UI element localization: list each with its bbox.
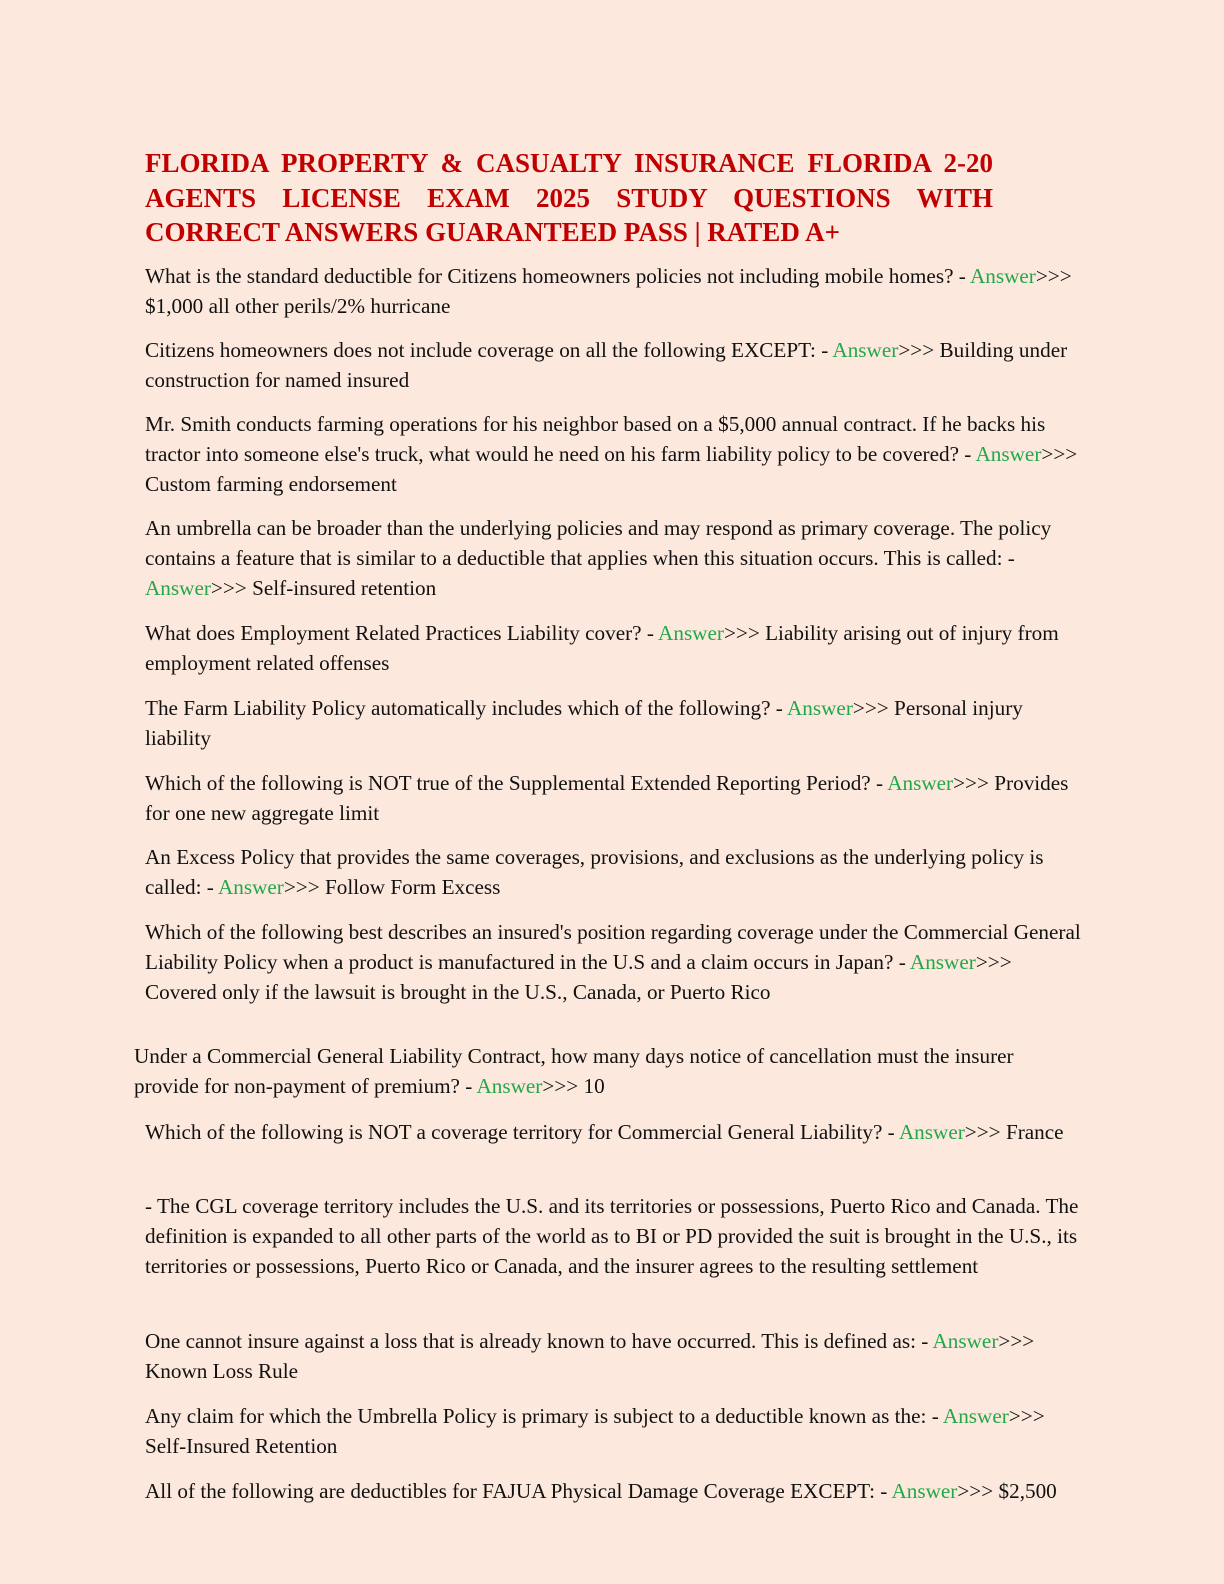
explanation-note xyxy=(145,1192,1081,1281)
qa-item-1 xyxy=(145,262,1081,322)
question-text: Which of the following best describes an insured's position regarding coverage under the Commercial General Liability Policy when a product is manufactured in the U.S and a claim occurs in Japan? - xyxy=(145,920,1081,974)
qa-item-7 xyxy=(145,769,1081,829)
note-text: - The CGL coverage territory includes the U.S. and its territories or possessions, Puerto Rico and Canada. The definition is expanded to all other parts of the world as to BI or PD provided the suit is brought in the U.S., its territories or possessions, Puerto Rico or Canada, and the insurer agrees to the resulting settlement xyxy=(145,1194,1079,1278)
answer-label: Answer xyxy=(217,874,284,899)
qa-item-3 xyxy=(145,410,1081,499)
qa-item-11 xyxy=(145,1118,1081,1148)
qa-item-2 xyxy=(145,336,1081,396)
answer-text: Self-insured retention xyxy=(246,575,437,600)
question-text: Which of the following is NOT a coverage territory for Commercial General Liability? - xyxy=(145,1120,899,1144)
answer-label: Answer xyxy=(898,1120,965,1144)
answer-marker: >>> xyxy=(964,1120,1001,1144)
answer-text: France xyxy=(1000,1120,1064,1144)
answer-marker: >>> xyxy=(1041,441,1078,466)
answer-text: 10 xyxy=(578,1073,605,1098)
question-text: An umbrella can be broader than the underlying policies and may respond as primary coverage. The policy contains a feature that is similar to a deductible that applies when this situation occurs. This is called: - xyxy=(145,516,1052,570)
answer-label: Answer xyxy=(909,949,976,974)
question-text: One cannot insure against a loss that is already known to have occurred. This is defined as: - xyxy=(145,1329,933,1353)
answer-text: $2,500 xyxy=(993,1479,1057,1503)
question-text: Under a Commercial General Liability Contract, how many days notice of cancellation must the insurer provide for non-payment of premium? - xyxy=(134,1044,1014,1098)
answer-marker: >>> xyxy=(542,1073,579,1098)
question-text: What is the standard deductible for Citizens homeowners policies not including mobile homes? - xyxy=(145,264,970,288)
answer-label: Answer xyxy=(145,575,211,600)
question-text: An Excess Policy that provides the same coverages, provisions, and exclusions as the underlying policy is called: - xyxy=(145,845,1044,899)
qa-item-8 xyxy=(145,843,1081,903)
answer-marker: >>> xyxy=(283,874,320,899)
question-text: The Farm Liability Policy automatically includes which of the following? - xyxy=(145,696,787,720)
answer-text: Personal injury liability xyxy=(145,696,1023,750)
answer-text: Custom farming endorsement xyxy=(145,471,397,496)
answer-text: Known Loss Rule xyxy=(145,1358,299,1383)
document-title: FLORIDA PROPERTY & CASUALTY INSURANCE FLORIDA 2-20 AGENTS LICENSE EXAM 2025 STUDY QUESTIONS WITH CORRECT ANSWERS GUARANTEED PASS | RATED A+ xyxy=(145,148,993,247)
question-text: Citizens homeowners does not include coverage on all the following EXCEPT: - xyxy=(145,338,833,362)
answer-marker: >>> xyxy=(210,575,247,600)
answer-marker: >>> xyxy=(1008,1404,1045,1428)
answer-label: Answer xyxy=(969,264,1036,288)
answer-label: Answer xyxy=(975,441,1042,466)
qa-item-4 xyxy=(145,514,1081,603)
question-text: Which of the following is NOT true of the Supplemental Extended Reporting Period? - xyxy=(145,771,888,795)
question-text: Mr. Smith conducts farming operations for his neighbor based on a $5,000 annual contract. If he backs his tractor into someone else's truck, what would he need on his farm liability policy to be covered? - xyxy=(145,412,1046,466)
answer-label: Answer xyxy=(658,621,724,645)
answer-label: Answer xyxy=(887,771,954,795)
answer-label: Answer xyxy=(932,1329,999,1353)
answer-label: Answer xyxy=(476,1073,543,1098)
answer-marker: >>> xyxy=(975,949,1012,974)
answer-marker: >>> xyxy=(953,771,989,795)
answer-label: Answer xyxy=(832,338,899,362)
answer-text: Follow Form Excess xyxy=(319,874,501,899)
answer-text: Self-Insured Retention xyxy=(145,1433,338,1458)
answer-label: Answer xyxy=(891,1479,958,1503)
answer-marker: >>> xyxy=(957,1479,994,1503)
question-text: What does Employment Related Practices Liability cover? - xyxy=(145,621,659,645)
answer-label: Answer xyxy=(942,1404,1009,1428)
answer-text: Building under construction for named insured xyxy=(145,338,1068,392)
qa-item-13 xyxy=(145,1402,1081,1462)
answer-marker: >>> xyxy=(852,696,889,720)
answer-marker: >>> xyxy=(898,338,935,362)
answer-label: Answer xyxy=(786,696,853,720)
question-text: Any claim for which the Umbrella Policy is primary is subject to a deductible known as the: - xyxy=(145,1404,943,1428)
qa-item-9 xyxy=(145,918,1081,1007)
answer-marker: >>> xyxy=(723,621,760,645)
answer-marker: >>> xyxy=(1035,264,1072,288)
qa-item-12 xyxy=(145,1327,1081,1387)
qa-item-10 xyxy=(134,1042,1070,1102)
answer-text: Provides for one new aggregate limit xyxy=(145,771,1069,825)
answer-text: Liability arising out of injury from employment related offenses xyxy=(145,621,1059,675)
question-text: All of the following are deductibles for FAJUA Physical Damage Coverage EXCEPT: - xyxy=(145,1479,892,1503)
answer-marker: >>> xyxy=(998,1329,1035,1353)
answer-text: $1,000 all other perils/2% hurricane xyxy=(145,293,451,318)
answer-text: Covered only if the lawsuit is brought in the U.S., Canada, or Puerto Rico xyxy=(145,979,771,1004)
qa-item-6 xyxy=(145,694,1081,754)
qa-item-5 xyxy=(145,619,1081,679)
qa-item-14 xyxy=(145,1477,1081,1507)
